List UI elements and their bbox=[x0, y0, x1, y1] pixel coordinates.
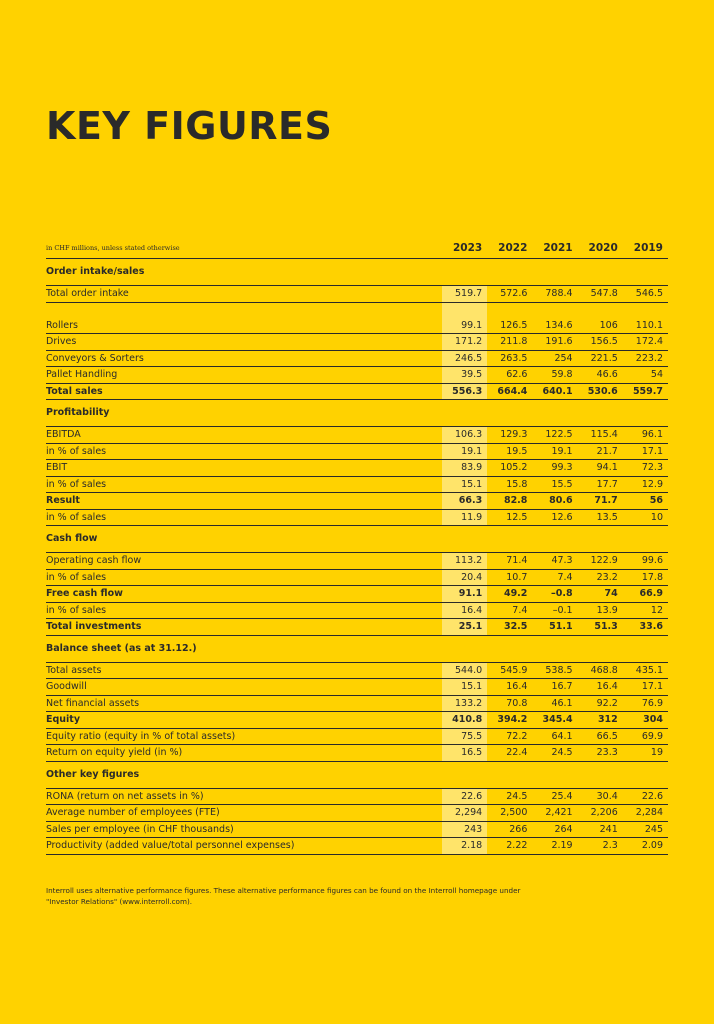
value-cell: 171.2 bbox=[442, 334, 487, 351]
spacer-cell bbox=[578, 302, 623, 318]
value-cell: 312 bbox=[578, 712, 623, 729]
value-cell: 546.5 bbox=[623, 286, 668, 303]
value-cell: 191.6 bbox=[532, 334, 577, 351]
value-cell: 15.1 bbox=[442, 679, 487, 696]
value-cell: 106.3 bbox=[442, 427, 487, 444]
value-cell: 22.6 bbox=[442, 788, 487, 805]
value-cell: 30.4 bbox=[578, 788, 623, 805]
table-row bbox=[46, 745, 668, 762]
value-cell: 96.1 bbox=[623, 427, 668, 444]
row-label: Free cash flow bbox=[46, 586, 442, 603]
value-cell: 2,500 bbox=[487, 805, 532, 822]
spacer-cell bbox=[46, 302, 442, 318]
value-cell: 122.9 bbox=[578, 553, 623, 570]
value-cell: 640.1 bbox=[532, 383, 577, 400]
row-label: Total sales bbox=[46, 383, 442, 400]
value-cell: 46.1 bbox=[532, 695, 577, 712]
row-label: Total investments bbox=[46, 619, 442, 636]
value-cell: 33.6 bbox=[623, 619, 668, 636]
table-row bbox=[46, 728, 668, 745]
value-cell: 664.4 bbox=[487, 383, 532, 400]
value-cell: 12.9 bbox=[623, 476, 668, 493]
value-cell: 54 bbox=[623, 367, 668, 384]
value-cell: 64.1 bbox=[532, 728, 577, 745]
spacer-cell bbox=[623, 302, 668, 318]
value-cell: 264 bbox=[532, 821, 577, 838]
value-cell: 12.6 bbox=[532, 509, 577, 526]
value-cell: 75.5 bbox=[442, 728, 487, 745]
year-header: 2021 bbox=[532, 240, 577, 259]
value-cell: 59.8 bbox=[532, 367, 577, 384]
section-header-other-key-figures bbox=[46, 761, 668, 788]
table-row bbox=[46, 712, 668, 729]
value-cell: 572.6 bbox=[487, 286, 532, 303]
key-figures-table bbox=[46, 240, 668, 855]
value-cell: 66.9 bbox=[623, 586, 668, 603]
value-cell: 11.9 bbox=[442, 509, 487, 526]
year-header: 2023 bbox=[442, 240, 487, 259]
value-cell: 74 bbox=[578, 586, 623, 603]
value-cell: 16.4 bbox=[487, 679, 532, 696]
row-label: Operating cash flow bbox=[46, 553, 442, 570]
value-cell: 24.5 bbox=[532, 745, 577, 762]
value-cell: 72.2 bbox=[487, 728, 532, 745]
row-label: Productivity (added value/total personnel expenses) bbox=[46, 838, 442, 855]
value-cell: 91.1 bbox=[442, 586, 487, 603]
value-cell: 2.19 bbox=[532, 838, 577, 855]
row-label: in % of sales bbox=[46, 509, 442, 526]
value-cell: 544.0 bbox=[442, 662, 487, 679]
row-label: RONA (return on net assets in %) bbox=[46, 788, 442, 805]
value-cell: 20.4 bbox=[442, 569, 487, 586]
value-cell: 345.4 bbox=[532, 712, 577, 729]
table-row bbox=[46, 838, 668, 855]
value-cell: 266 bbox=[487, 821, 532, 838]
value-cell: 126.5 bbox=[487, 318, 532, 334]
value-cell: 129.3 bbox=[487, 427, 532, 444]
value-cell: –0.8 bbox=[532, 586, 577, 603]
row-label: Equity ratio (equity in % of total assets) bbox=[46, 728, 442, 745]
value-cell: 99.1 bbox=[442, 318, 487, 334]
value-cell: 156.5 bbox=[578, 334, 623, 351]
value-cell: 788.4 bbox=[532, 286, 577, 303]
value-cell: 23.3 bbox=[578, 745, 623, 762]
value-cell: 76.9 bbox=[623, 695, 668, 712]
value-cell: 115.4 bbox=[578, 427, 623, 444]
value-cell: 245 bbox=[623, 821, 668, 838]
spacer-cell bbox=[442, 302, 487, 318]
table-row bbox=[46, 476, 668, 493]
table-row bbox=[46, 286, 668, 303]
spacer-cell bbox=[487, 302, 532, 318]
row-label: Conveyors & Sorters bbox=[46, 350, 442, 367]
value-cell: –0.1 bbox=[532, 602, 577, 619]
table-row bbox=[46, 619, 668, 636]
value-cell: 82.8 bbox=[487, 493, 532, 510]
table-header-row bbox=[46, 240, 668, 259]
footnote-line: "Investor Relations" (www.interroll.com). bbox=[46, 897, 193, 906]
row-label: Rollers bbox=[46, 318, 442, 334]
table-row bbox=[46, 586, 668, 603]
section-title: Order intake/sales bbox=[46, 259, 668, 286]
value-cell: 99.6 bbox=[623, 553, 668, 570]
value-cell: 71.7 bbox=[578, 493, 623, 510]
value-cell: 538.5 bbox=[532, 662, 577, 679]
table-row bbox=[46, 788, 668, 805]
value-cell: 304 bbox=[623, 712, 668, 729]
row-label: Net financial assets bbox=[46, 695, 442, 712]
value-cell: 51.3 bbox=[578, 619, 623, 636]
value-cell: 110.1 bbox=[623, 318, 668, 334]
value-cell: 16.7 bbox=[532, 679, 577, 696]
value-cell: 113.2 bbox=[442, 553, 487, 570]
value-cell: 134.6 bbox=[532, 318, 577, 334]
value-cell: 394.2 bbox=[487, 712, 532, 729]
value-cell: 94.1 bbox=[578, 460, 623, 477]
table-row bbox=[46, 805, 668, 822]
value-cell: 17.1 bbox=[623, 443, 668, 460]
value-cell: 16.4 bbox=[442, 602, 487, 619]
row-label: EBITDA bbox=[46, 427, 442, 444]
value-cell: 70.8 bbox=[487, 695, 532, 712]
value-cell: 530.6 bbox=[578, 383, 623, 400]
value-cell: 16.4 bbox=[578, 679, 623, 696]
value-cell: 13.9 bbox=[578, 602, 623, 619]
value-cell: 16.5 bbox=[442, 745, 487, 762]
section-title: Cash flow bbox=[46, 526, 668, 553]
value-cell: 2,421 bbox=[532, 805, 577, 822]
table-row bbox=[46, 821, 668, 838]
row-label: Result bbox=[46, 493, 442, 510]
value-cell: 10.7 bbox=[487, 569, 532, 586]
table-row bbox=[46, 679, 668, 696]
row-label: EBIT bbox=[46, 460, 442, 477]
section-header-balance-sheet-as-at-31-12 bbox=[46, 635, 668, 662]
value-cell: 51.1 bbox=[532, 619, 577, 636]
table-row bbox=[46, 493, 668, 510]
table-row bbox=[46, 443, 668, 460]
value-cell: 221.5 bbox=[578, 350, 623, 367]
row-label: in % of sales bbox=[46, 443, 442, 460]
value-cell: 22.6 bbox=[623, 788, 668, 805]
row-label: Total assets bbox=[46, 662, 442, 679]
row-label: Pallet Handling bbox=[46, 367, 442, 384]
spacer-row bbox=[46, 302, 668, 318]
value-cell: 66.5 bbox=[578, 728, 623, 745]
value-cell: 2.18 bbox=[442, 838, 487, 855]
year-header: 2019 bbox=[623, 240, 668, 259]
value-cell: 13.5 bbox=[578, 509, 623, 526]
section-title: Balance sheet (as at 31.12.) bbox=[46, 635, 668, 662]
section-header-order-intake-sales bbox=[46, 259, 668, 286]
row-label: Average number of employees (FTE) bbox=[46, 805, 442, 822]
row-label: in % of sales bbox=[46, 602, 442, 619]
value-cell: 547.8 bbox=[578, 286, 623, 303]
value-cell: 7.4 bbox=[487, 602, 532, 619]
value-cell: 559.7 bbox=[623, 383, 668, 400]
row-label: in % of sales bbox=[46, 476, 442, 493]
spacer-cell bbox=[532, 302, 577, 318]
table-row bbox=[46, 460, 668, 477]
value-cell: 10 bbox=[623, 509, 668, 526]
row-label: in % of sales bbox=[46, 569, 442, 586]
table-row bbox=[46, 318, 668, 334]
value-cell: 15.8 bbox=[487, 476, 532, 493]
footnote-line: Interroll uses alternative performance figures. These alternative performance figures can be found on the Interroll homepage under bbox=[46, 886, 521, 895]
value-cell: 2.3 bbox=[578, 838, 623, 855]
row-label: Goodwill bbox=[46, 679, 442, 696]
row-label: Sales per employee (in CHF thousands) bbox=[46, 821, 442, 838]
value-cell: 21.7 bbox=[578, 443, 623, 460]
row-label: Return on equity yield (in %) bbox=[46, 745, 442, 762]
value-cell: 71.4 bbox=[487, 553, 532, 570]
value-cell: 410.8 bbox=[442, 712, 487, 729]
value-cell: 19.1 bbox=[532, 443, 577, 460]
value-cell: 106 bbox=[578, 318, 623, 334]
value-cell: 263.5 bbox=[487, 350, 532, 367]
value-cell: 56 bbox=[623, 493, 668, 510]
value-cell: 243 bbox=[442, 821, 487, 838]
section-header-cash-flow bbox=[46, 526, 668, 553]
value-cell: 15.5 bbox=[532, 476, 577, 493]
value-cell: 241 bbox=[578, 821, 623, 838]
value-cell: 66.3 bbox=[442, 493, 487, 510]
value-cell: 246.5 bbox=[442, 350, 487, 367]
table-row bbox=[46, 569, 668, 586]
table-row bbox=[46, 662, 668, 679]
value-cell: 12.5 bbox=[487, 509, 532, 526]
value-cell: 2,284 bbox=[623, 805, 668, 822]
value-cell: 24.5 bbox=[487, 788, 532, 805]
value-cell: 19.5 bbox=[487, 443, 532, 460]
section-header-profitability bbox=[46, 400, 668, 427]
value-cell: 2.09 bbox=[623, 838, 668, 855]
table-row bbox=[46, 602, 668, 619]
footnote bbox=[46, 885, 646, 907]
page-title: KEY FIGURES bbox=[46, 104, 333, 148]
value-cell: 172.4 bbox=[623, 334, 668, 351]
value-cell: 39.5 bbox=[442, 367, 487, 384]
value-cell: 2,294 bbox=[442, 805, 487, 822]
value-cell: 69.9 bbox=[623, 728, 668, 745]
value-cell: 556.3 bbox=[442, 383, 487, 400]
value-cell: 19.1 bbox=[442, 443, 487, 460]
value-cell: 12 bbox=[623, 602, 668, 619]
row-label: Drives bbox=[46, 334, 442, 351]
value-cell: 25.1 bbox=[442, 619, 487, 636]
value-cell: 80.6 bbox=[532, 493, 577, 510]
value-cell: 22.4 bbox=[487, 745, 532, 762]
value-cell: 15.1 bbox=[442, 476, 487, 493]
year-header: 2020 bbox=[578, 240, 623, 259]
value-cell: 46.6 bbox=[578, 367, 623, 384]
value-cell: 72.3 bbox=[623, 460, 668, 477]
value-cell: 105.2 bbox=[487, 460, 532, 477]
units-note: in CHF millions, unless stated otherwise bbox=[46, 240, 442, 259]
value-cell: 99.3 bbox=[532, 460, 577, 477]
value-cell: 519.7 bbox=[442, 286, 487, 303]
value-cell: 17.8 bbox=[623, 569, 668, 586]
value-cell: 62.6 bbox=[487, 367, 532, 384]
value-cell: 7.4 bbox=[532, 569, 577, 586]
table-row bbox=[46, 427, 668, 444]
value-cell: 47.3 bbox=[532, 553, 577, 570]
value-cell: 122.5 bbox=[532, 427, 577, 444]
value-cell: 19 bbox=[623, 745, 668, 762]
value-cell: 223.2 bbox=[623, 350, 668, 367]
value-cell: 23.2 bbox=[578, 569, 623, 586]
section-title: Other key figures bbox=[46, 761, 668, 788]
table-row bbox=[46, 350, 668, 367]
value-cell: 92.2 bbox=[578, 695, 623, 712]
value-cell: 2,206 bbox=[578, 805, 623, 822]
table-row bbox=[46, 334, 668, 351]
value-cell: 133.2 bbox=[442, 695, 487, 712]
value-cell: 211.8 bbox=[487, 334, 532, 351]
value-cell: 545.9 bbox=[487, 662, 532, 679]
value-cell: 17.1 bbox=[623, 679, 668, 696]
value-cell: 2.22 bbox=[487, 838, 532, 855]
value-cell: 83.9 bbox=[442, 460, 487, 477]
table-row bbox=[46, 383, 668, 400]
year-header: 2022 bbox=[487, 240, 532, 259]
value-cell: 468.8 bbox=[578, 662, 623, 679]
value-cell: 254 bbox=[532, 350, 577, 367]
table-row bbox=[46, 509, 668, 526]
value-cell: 435.1 bbox=[623, 662, 668, 679]
section-title: Profitability bbox=[46, 400, 668, 427]
value-cell: 32.5 bbox=[487, 619, 532, 636]
row-label: Equity bbox=[46, 712, 442, 729]
table-row bbox=[46, 553, 668, 570]
table-row bbox=[46, 695, 668, 712]
row-label: Total order intake bbox=[46, 286, 442, 303]
value-cell: 25.4 bbox=[532, 788, 577, 805]
table-row bbox=[46, 367, 668, 384]
value-cell: 17.7 bbox=[578, 476, 623, 493]
value-cell: 49.2 bbox=[487, 586, 532, 603]
